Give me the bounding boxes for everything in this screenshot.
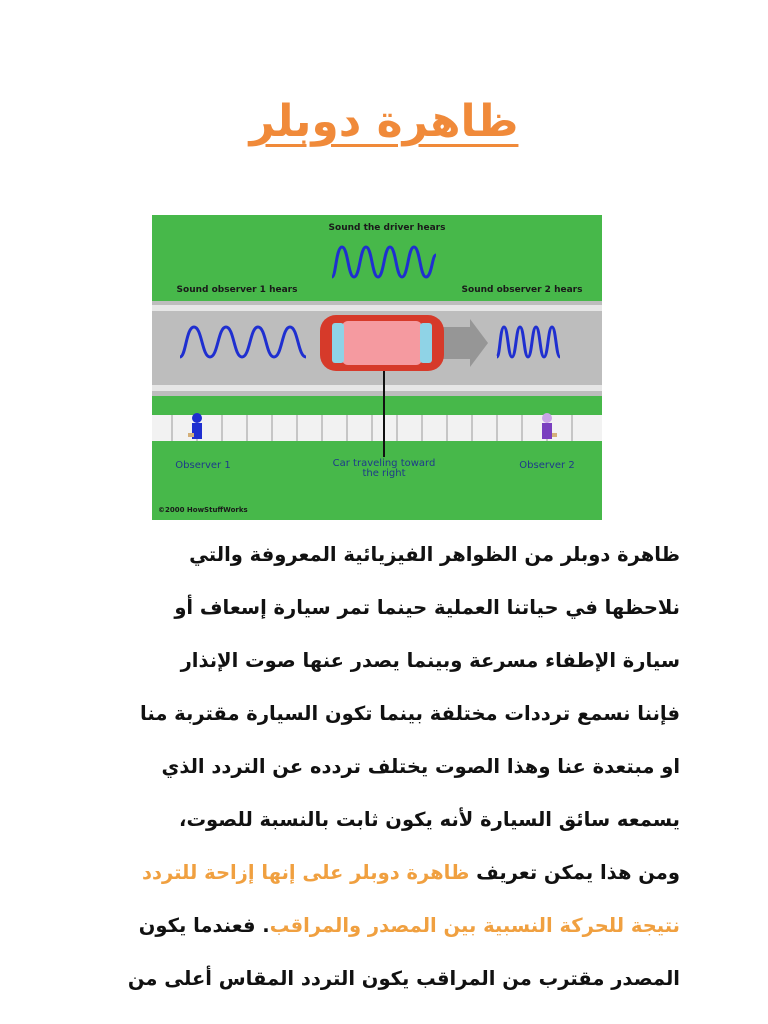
page-title-text: ظاهرة دوبلر	[249, 96, 519, 147]
wave-driver	[332, 247, 436, 277]
label-driver-hears: Sound the driver hears	[328, 223, 446, 233]
body-line-9: المصدر مقترب من المراقب يكون التردد المقاس أعلى من	[127, 967, 680, 990]
car-icon	[320, 315, 444, 371]
road-edge-top	[152, 305, 602, 311]
article-body	[84, 528, 680, 1005]
body-line-8-plain: . فعندما يكون	[138, 914, 270, 937]
body-line-7-highlight: ظاهرة دوبلر على إنها إزاحة للتردد	[141, 861, 470, 884]
sidewalk	[152, 415, 602, 441]
road-edge-bottom	[152, 385, 602, 391]
body-line-5: او مبتعدة عنا وهذا الصوت يختلف تردده عن التردد الذي	[161, 755, 680, 778]
body-line-4: فإننا نسمع ترددات مختلفة بينما تكون السيارة مقتربة منا	[140, 702, 680, 725]
doppler-diagram	[152, 215, 602, 520]
label-observer2-hears: Sound observer 2 hears	[461, 285, 583, 295]
body-line-3: سيارة الإطفاء مسرعة وبينما يصدر عنها صوت الإنذار	[180, 649, 680, 672]
body-line-6: يسمعه سائق السيارة لأنه يكون ثابت بالنسبة للصوت،	[179, 808, 680, 831]
figure-credit: ©2000 HowStuffWorks	[158, 506, 248, 514]
body-line-1: ظاهرة دوبلر من الظواهر الفيزيائية المعروفة والتي	[189, 543, 680, 566]
page-title	[0, 96, 768, 147]
label-observer2: Observer 2	[519, 460, 575, 471]
body-line-7	[84, 846, 680, 899]
body-line-8	[84, 899, 680, 952]
body-line-7-plain: ومن هذا يمكن تعريف	[469, 861, 680, 884]
body-line-2: نلاحظها في حياتنا العملية حينما تمر سيارة إسعاف أو	[174, 596, 680, 619]
label-observer1: Observer 1	[175, 460, 231, 471]
body-line-8-highlight: نتيجة للحركة النسبية بين المصدر والمراقب	[269, 914, 680, 937]
label-car-traveling: Car traveling toward the right	[332, 458, 436, 479]
label-observer1-hears: Sound observer 1 hears	[176, 285, 298, 295]
